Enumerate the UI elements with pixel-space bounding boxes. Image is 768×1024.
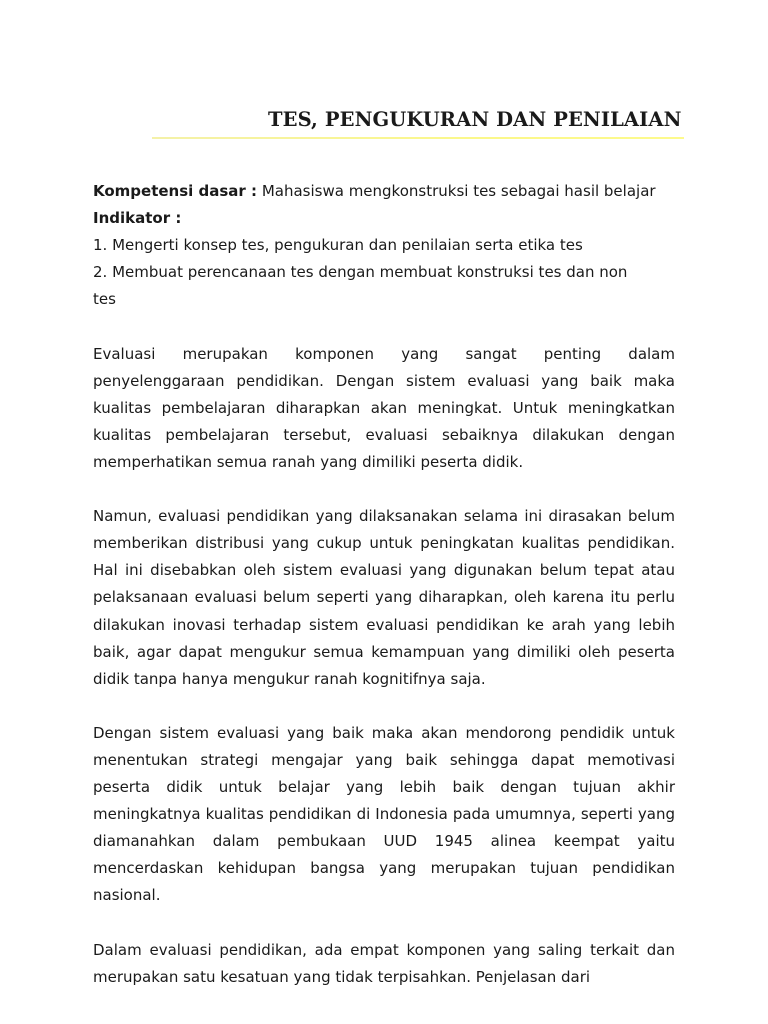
paragraph-2: Namun, evaluasi pendidikan yang dilaksanakan selama ini dirasakan belum memberikan distribusi yang cukup untuk peningkatan kualitas pendidikan. Hal ini disebabkan oleh sistem evaluasi yang digunakan belum tepat atau pelaksanaan evaluasi belum seperti yang diharapkan, oleh karena itu perlu dilakukan inovasi terhadap sistem evaluasi pendidikan ke arah yang lebih baik, agar dapat mengukur semua kemampuan yang dimiliki oleh peserta didik tanpa hanya mengukur ranah kognitifnya saja. — [93, 507, 675, 688]
indikator-item-2: 2. Membuat perencanaan tes dengan membuat konstruksi tes dan non — [93, 263, 628, 282]
document-body — [93, 178, 675, 991]
paragraph-gap — [93, 313, 675, 340]
kompetensi-label: Kompetensi dasar : — [93, 182, 258, 200]
paragraph-gap — [93, 910, 675, 937]
paragraph-gap — [93, 476, 675, 503]
title-underline — [152, 137, 684, 139]
paragraph-3: Dengan sistem evaluasi yang baik maka akan mendorong pendidik untuk menentukan strategi mengajar yang baik sehingga dapat memotivasi peserta didik untuk belajar yang lebih baik dengan tujuan akhir meningkatnya kualitas pendidikan di Indonesia pada umumnya, seperti yang diamanahkan dalam pembukaan UUD 1945 alinea keempat yaitu mencerdaskan kehidupan bangsa yang merupakan tujuan pendidikan nasional. — [93, 723, 675, 905]
kompetensi-text: Mahasiswa mengkonstruksi tes sebagai hasil belajar — [257, 182, 656, 200]
indikator-item-1: 1. Mengerti konsep tes, pengukuran dan penilaian serta etika tes — [93, 236, 583, 255]
paragraph-1: Evaluasi merupakan komponen yang sangat penting dalam penyelenggaraan pendidikan. Dengan sistem evaluasi yang baik maka kualitas pembelajaran diharapkan akan meningkat. Untuk meningkatkan kualitas pembelajaran tersebut, evaluasi sebaiknya dilakukan dengan memperhatikan semua ranah yang dimiliki peserta didik. — [93, 344, 675, 471]
paragraph-4: Dalam evaluasi pendidikan, ada empat komponen yang saling terkait dan merupakan satu kesatuan yang tidak terpisahkan. Penjelasan dari — [93, 940, 675, 986]
indikator-label: Indikator : — [93, 209, 182, 228]
paragraph-gap — [93, 693, 675, 720]
kompetensi-line — [93, 178, 675, 205]
indikator-item-2-continuation: tes — [93, 290, 116, 309]
document-title: TES, PENGUKURAN DAN PENILAIAN — [268, 108, 682, 131]
